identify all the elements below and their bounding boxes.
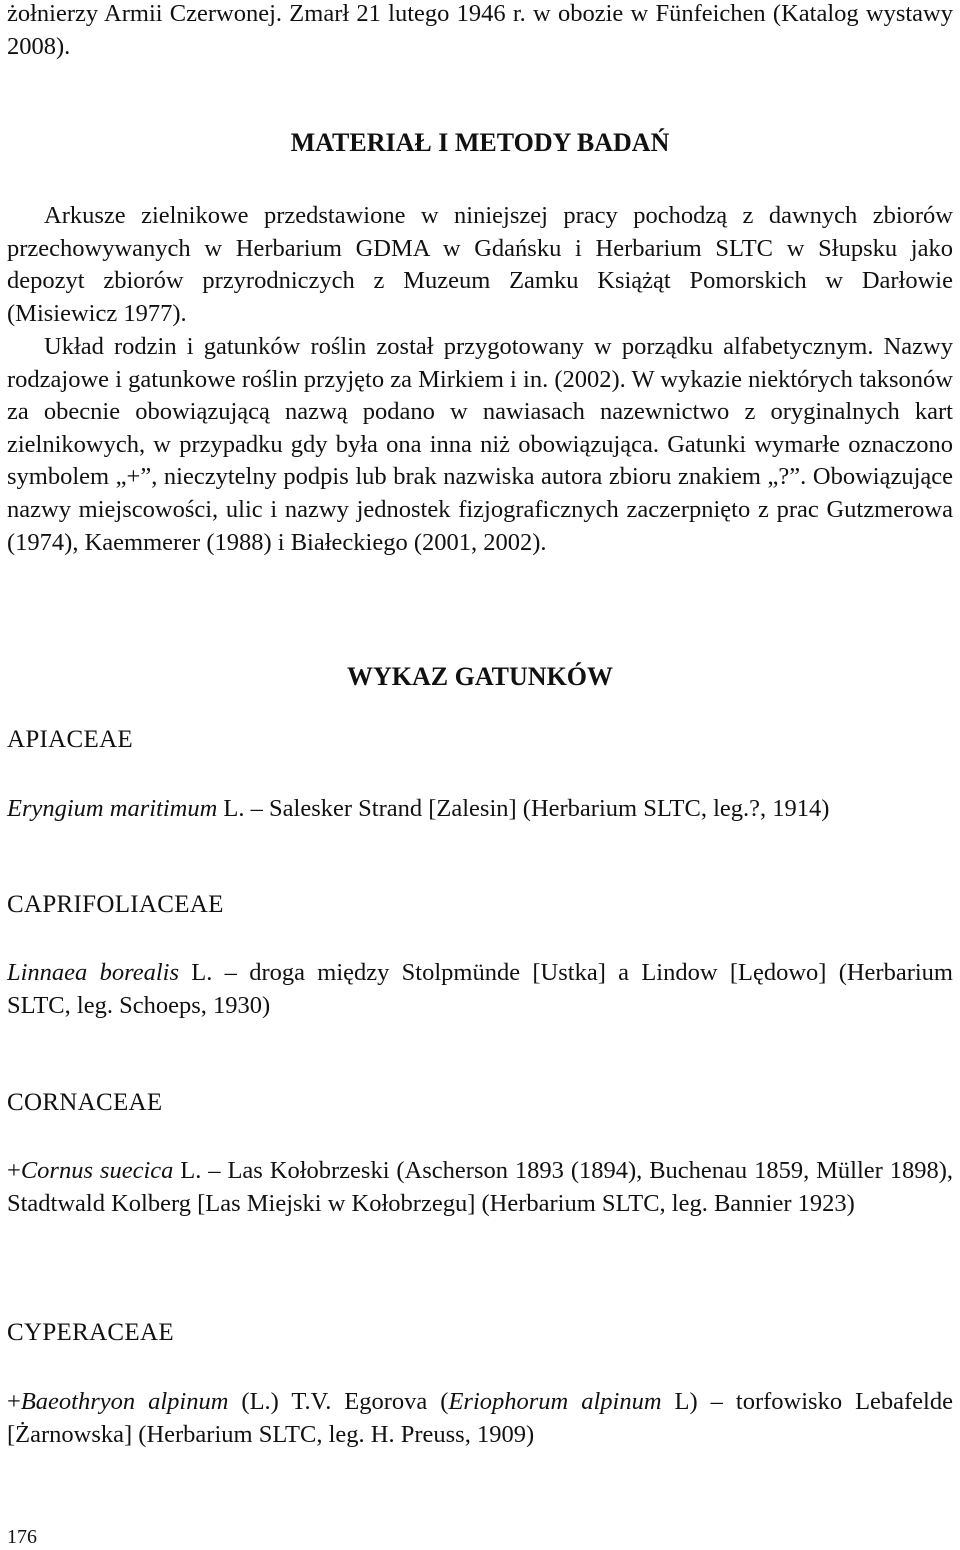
entry-details: L. – Salesker Strand [Zalesin] (Herbarium SLTC, leg.?, 1914) [217, 795, 830, 822]
species-name: Linnaea borealis [7, 959, 179, 986]
species-name: Eryngium maritimum [7, 795, 218, 822]
page-number: 176 [7, 1526, 37, 1548]
synonym-name: Eriophorum alpinum [448, 1388, 662, 1415]
entry-details: L. – Las Kołobrzeski (Ascherson 1893 (1894), Buchenau 1859, Müller 1898), Stadtwald Kolberg [Las Miejski w Kołobrzegu] (Herbarium SLTC, leg. Bannier 1923) [7, 1157, 953, 1217]
entry-details: (L.) T.V. Egorova ( [228, 1388, 449, 1415]
entry-prefix: + [7, 1157, 21, 1184]
entry-prefix: + [7, 1388, 21, 1415]
entry-details: L. – droga między Stolpmünde [Ustka] a Lindow [Lędowo] (Herbarium SLTC, leg. Schoeps, 1930) [7, 959, 953, 1019]
species-name: Baeothryon alpinum [20, 1388, 229, 1415]
species-entry [7, 1386, 953, 1451]
family-heading: CAPRIFOLIACEAE [7, 891, 224, 918]
material-paragraph-1: Arkusze zielnikowe przedstawione w niniejszej pracy pochodzą z dawnych zbiorów przechowywanych w Herbarium GDMA w Gdańsku i Herbarium SLTC w Słupsku jako depozyt zbiorów przyrodniczych z Muzeum Zamku Książąt Pomorskich w Darłowie (Misiewicz 1977). [7, 202, 953, 327]
species-entry [7, 1155, 953, 1220]
family-heading: CORNACEAE [7, 1089, 163, 1116]
species-entry [7, 793, 953, 826]
section-heading-wykaz: WYKAZ GATUNKÓW [346, 662, 614, 691]
intro-paragraph: żołnierzy Armii Czerwonej. Zmarł 21 lutego 1946 r. w obozie w Fünfeichen (Katalog wystawy 2008). [7, 0, 953, 60]
section-heading-material: MATERIAŁ I METODY BADAŃ [290, 128, 670, 157]
family-heading: APIACEAE [7, 726, 134, 753]
family-heading: CYPERACEAE [7, 1319, 174, 1346]
material-paragraph-2: Układ rodzin i gatunków roślin został przygotowany w porządku alfabetycznym. Nazwy rodzajowe i gatunkowe roślin przyjęto za Mirkiem i in. (2002). W wykazie niektórych taksonów za obecnie obowiązującą nazwą podano w nawiasach nazewnictwo z oryginalnych kart zielnikowych, w przypadku gdy była ona inna niż obowiązująca. Gatunki wymarłe oznaczono symbolem „+”, nieczytelny podpis lub brak nazwiska autora zbioru znakiem „?”. Obowiązujące nazwy miejscowości, ulic i nazwy jednostek fizjograficznych zaczerpnięto z prac Gutzmerowa (1974), Kaemmerer (1988) i Białeckiego (2001, 2002). [7, 333, 953, 556]
entry-details-2: L) – torfowisko Lebafelde [Żarnowska] (Herbarium SLTC, leg. H. Preuss, 1909) [7, 1388, 953, 1448]
species-entry [7, 957, 953, 1022]
species-name: Cornus suecica [20, 1157, 174, 1184]
